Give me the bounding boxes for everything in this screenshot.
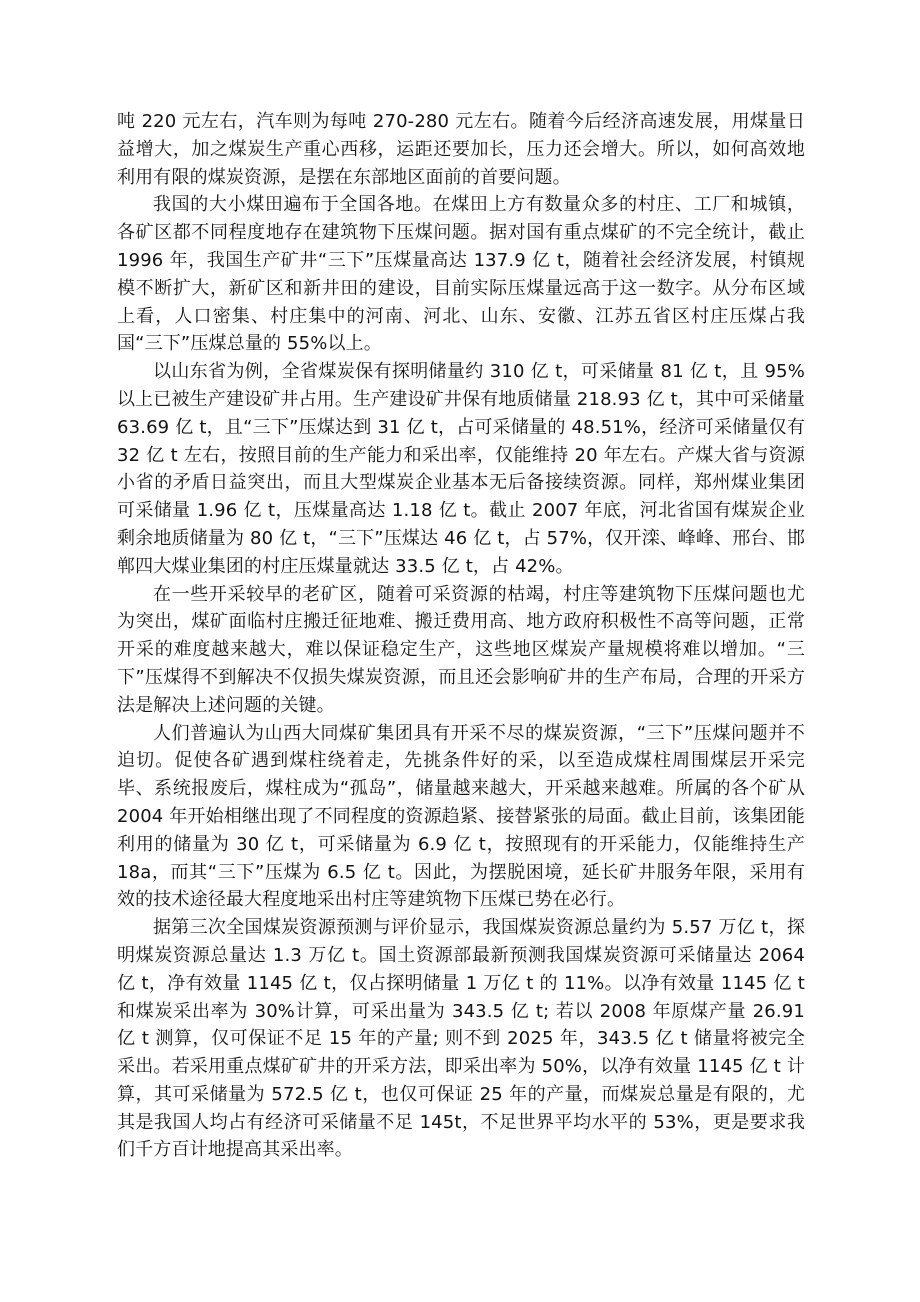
paragraph-national-resources: 据第三次全国煤炭资源预测与评价显示，我国煤炭资源总量约为 5.57 万亿 t，探明煤炭资源总量达 1.3 万亿 t。国土资源部最新预测我国煤炭资源可采储量达 2064 亿 t，净有效量 1145 亿 t，仅占探明储量 1 万亿 t 的 11%。以净有效量 1145 亿 t 和煤炭采出率为 30%计算，可采出量为 343.5 亿 t; 若以 2008 年原煤产量 26.91 亿 t 测算，仅可保证不足 15 年的产量; 则不到 2025 年，343.5 亿 t 储量将被完全采出。若采用重点煤矿矿井的开采方法，即采出率为 50%，以净有效量 1145 亿 t 计算，其可采储量为 572.5 亿 t，也仅可保证 25 年的产量，而煤炭总量是有限的，尤其是我国人均占有经济可采储量不足 145t，不足世界平均水平的 53%，更是要求我们千方百计地提高其采出率。	[117, 917, 805, 1161]
paragraph-coal-fields-overview: 我国的大小煤田遍布于全国各地。在煤田上方有数量众多的村庄、工厂和城镇，各矿区都不同程度地存在建筑物下压煤问题。据对国有重点煤矿的不完全统计，截止 1996 年，我国生产矿井“三下”压煤量高达 137.9 亿 t，随着社会经济发展，村镇规模不断扩大，新矿区和新井田的建设，目前实际压煤量远高于这一数字。从分布区域上看，人口密集、村庄集中的河南、河北、山东、安徽、江苏五省区村庄压煤占我国“三下”压煤总量的 55%以上。	[117, 194, 805, 355]
paragraph-shandong-example: 以山东省为例，全省煤炭保有探明储量约 310 亿 t，可采储量 81 亿 t，且 95%以上已被生产建设矿井占用。生产建设矿井保有地质储量 218.93 亿 t，其中可采储量 63.69 亿 t，且“三下”压煤达到 31 亿 t，占可采储量的 48.51%，经济可采储量仅有 32 亿 t 左右，按照目前的生产能力和采出率，仅能维持 20 年左右。产煤大省与资源小省的矛盾日益突出，而且大型煤炭企业基本无后备接续资源。同样，郑州煤业集团可采储量 1.96 亿 t，压煤量高达 1.18 亿 t。截止 2007 年底，河北省国有煤炭企业剩余地质储量为 80 亿 t，“三下”压煤达 46 亿 t，占 57%，仅开滦、峰峰、邢台、邯郸四大煤业集团的村庄压煤量就达 33.5 亿 t，占 42%。	[117, 361, 805, 577]
paragraph-old-mining-areas: 在一些开采较早的老矿区，随着可采资源的枯竭，村庄等建筑物下压煤问题也尤为突出，煤矿面临村庄搬迁征地难、搬迁费用高、地方政府积极性不高等问题，正常开采的难度越来越大，难以保证稳定生产，这些地区煤炭产量规模将难以增加。“三下”压煤得不到解决不仅损失煤炭资源，而且还会影响矿井的生产布局，合理的开采方法是解决上述问题的关键。	[117, 583, 805, 716]
paragraph-continuation: 吨 220 元左右，汽车则为每吨 270-280 元左右。随着今后经济高速发展，用煤量日益增大，加之煤炭生产重心西移，运距还要加长，压力还会增大。所以，如何高效地利用有限的煤炭资源，是摆在东部地区面前的首要问题。	[117, 111, 805, 188]
paragraph-datong-group: 人们普遍认为山西大同煤矿集团具有开采不尽的煤炭资源，“三下”压煤问题并不迫切。促使各矿遇到煤柱绕着走，先挑条件好的采，以至造成煤柱周围煤层开采完毕、系统报废后，煤柱成为“孤岛”，储量越来越大，开采越来越难。所属的各个矿从 2004 年开始相继出现了不同程度的资源趋紧、接替紧张的局面。截止目前，该集团能利用的储量为 30 亿 t，可采储量为 6.9 亿 t，按照现有的开采能力，仅能维持生产 18a，而其“三下”压煤为 6.5 亿 t。因此，为摆脱困境，延长矿井服务年限，采用有效的技术途径最大程度地采出村庄等建筑物下压煤已势在必行。	[117, 722, 805, 911]
document-page	[117, 108, 805, 1164]
